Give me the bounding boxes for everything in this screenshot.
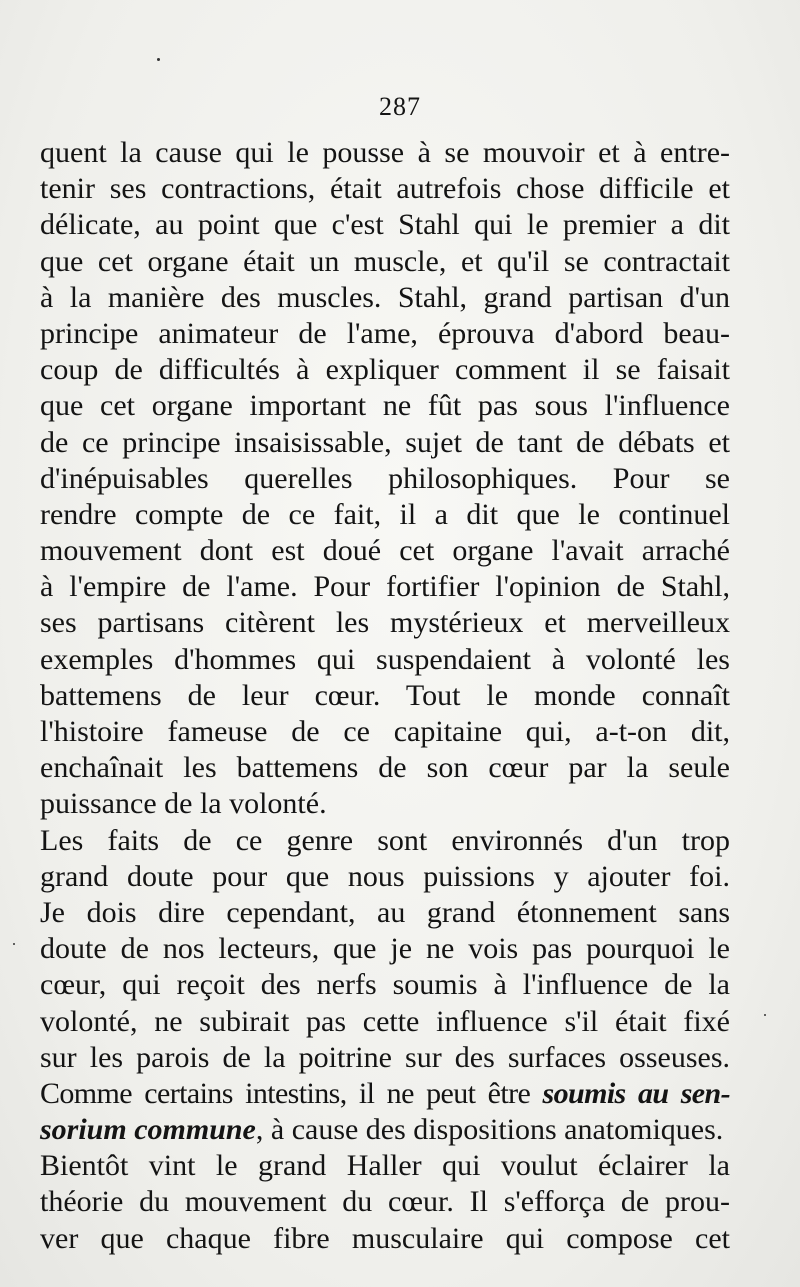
text-line: ses partisans citèrent les mystérieux et merveilleux xyxy=(40,606,730,640)
text-line: que cet organe important ne fût pas sous l'influence xyxy=(40,389,730,423)
text-line: grand doute pour que nous puissions y ajouter foi. xyxy=(40,859,730,893)
text-line: de ce principe insaisissable, sujet de tant de débats et xyxy=(40,425,730,459)
text-line: coup de difficultés à expliquer comment il se faisait xyxy=(40,353,730,387)
page-number: 287 xyxy=(379,92,421,121)
text-line: sur les parois de la poitrine sur des surfaces osseuses. xyxy=(40,1040,730,1074)
italic-term: sorium commune xyxy=(40,1113,256,1147)
text-line: volonté, ne subirait pas cette influence s'il était fixé xyxy=(40,1004,730,1038)
paper-speck xyxy=(157,58,160,61)
text-line: d'inépuisables querelles philosophiques. Pour se xyxy=(40,461,730,495)
text-line: rendre compte de ce fait, il a dit que le continuel xyxy=(40,497,730,531)
italic-term: soumis au sen- xyxy=(542,1076,730,1110)
text-line: tenir ses contractions, était autrefois chose difficile et xyxy=(40,172,730,206)
text-line-paragraph-end xyxy=(40,1112,730,1148)
text-line: à la manière des muscles. Stahl, grand partisan d'un xyxy=(40,280,730,314)
paper-speck xyxy=(13,943,15,945)
text-line: principe animateur de l'ame, éprouva d'abord beau- xyxy=(40,316,730,350)
text-line: Je dois dire cependant, au grand étonnement sans xyxy=(40,895,730,929)
text-line-paragraph-start: Les faits de ce genre sont environnés d'un trop xyxy=(40,823,730,857)
text-line: à l'empire de l'ame. Pour fortifier l'opinion de Stahl, xyxy=(40,570,730,604)
text-line: théorie du mouvement du cœur. Il s'efforça de prou- xyxy=(40,1185,730,1219)
text-line: battemens de leur cœur. Tout le monde connaît xyxy=(40,678,730,712)
text-line: exemples d'hommes qui suspendaient à volonté les xyxy=(40,642,730,676)
text-line: mouvement dont est doué cet organe l'avait arraché xyxy=(40,534,730,568)
text-line: doute de nos lecteurs, que je ne vois pas pourquoi le xyxy=(40,932,730,966)
text-line: que cet organe était un muscle, et qu'il se contractait xyxy=(40,244,730,278)
text-line-paragraph-end: puissance de la volonté. xyxy=(40,787,327,821)
text-line: l'histoire fameuse de ce capitaine qui, a-t-on dit, xyxy=(40,715,730,748)
text-run: , à cause des dispositions anatomiques. xyxy=(255,1113,724,1147)
text-line: délicate, au point que c'est Stahl qui le premier a dit xyxy=(40,208,730,242)
paper-speck xyxy=(764,1014,766,1016)
text-line: enchaînait les battemens de son cœur par la seule xyxy=(40,751,730,785)
text-line: quent la cause qui le pousse à se mouvoir et à entre- xyxy=(40,136,730,169)
text-run: Comme certains intestins, il ne peut être xyxy=(40,1076,531,1110)
text-line: cœur, qui reçoit des nerfs soumis à l'influence de la xyxy=(40,968,730,1002)
text-line: ver que chaque fibre musculaire qui compose cet xyxy=(40,1221,730,1255)
text-line-paragraph-start: Bientôt vint le grand Haller qui voulut éclairer la xyxy=(40,1149,730,1183)
body-text xyxy=(40,135,730,1257)
text-line-with-italic xyxy=(40,1076,730,1112)
